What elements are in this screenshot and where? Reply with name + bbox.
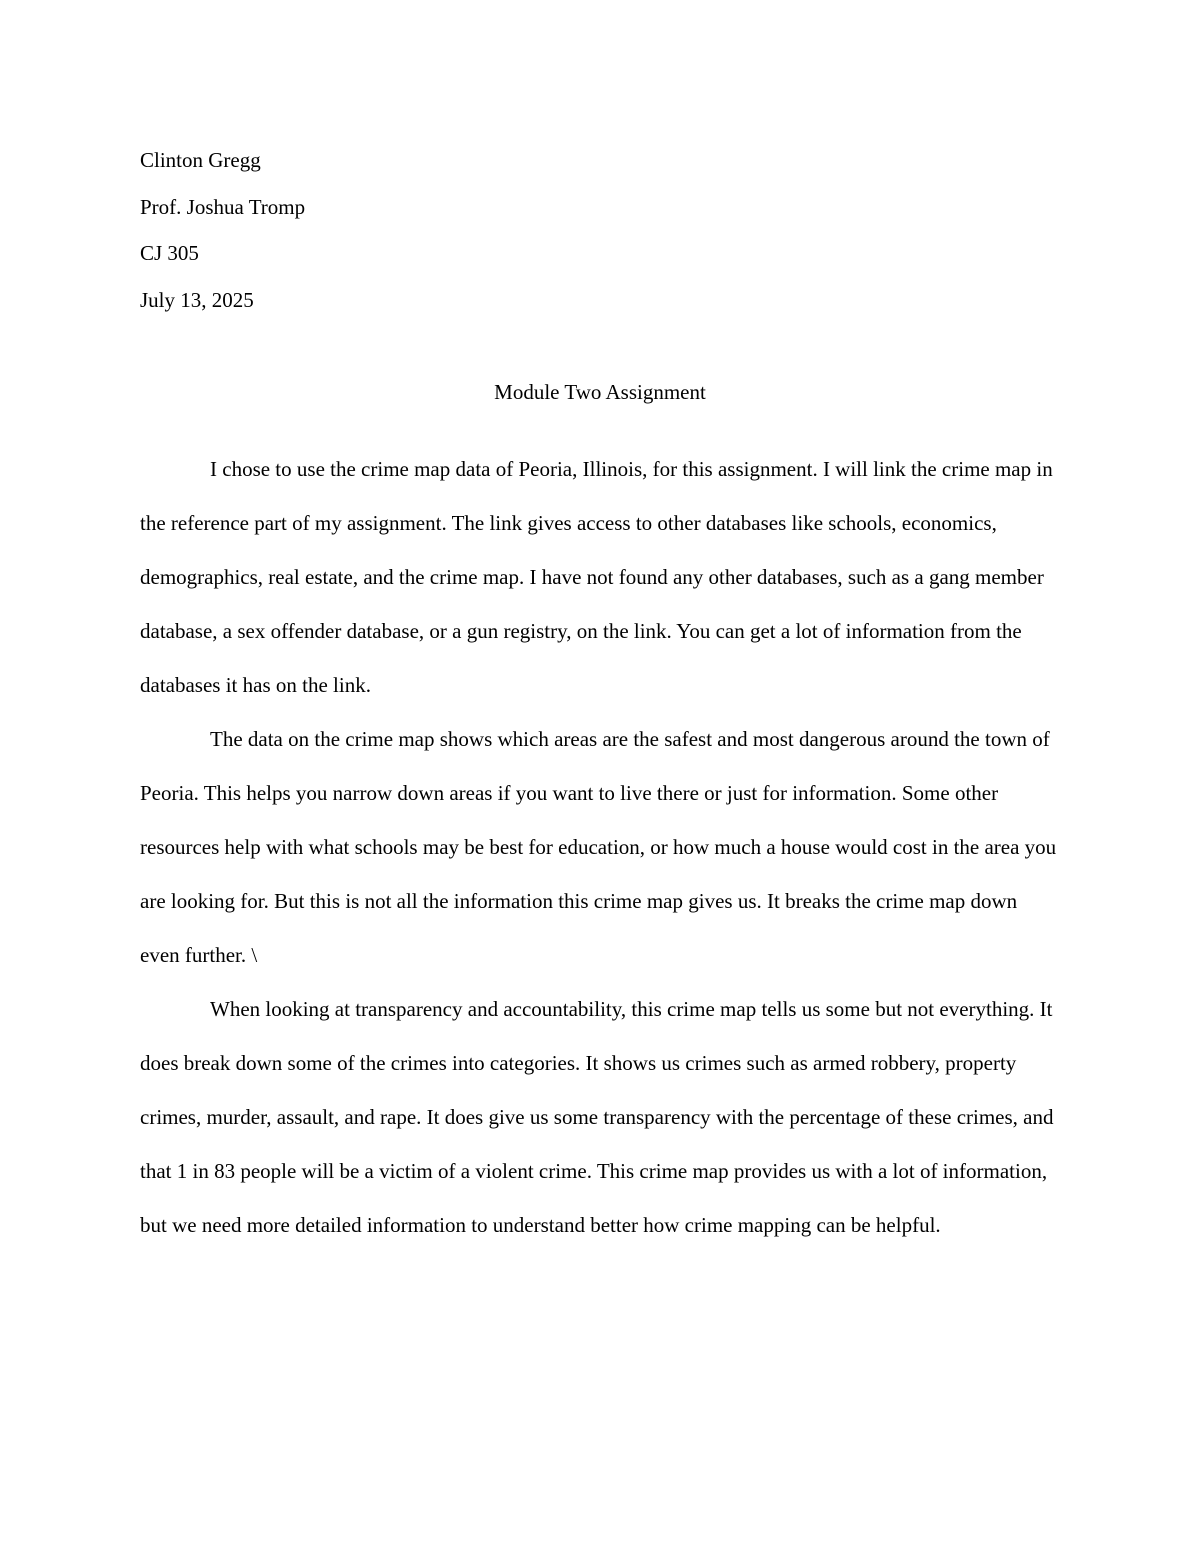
paragraph-2: The data on the crime map shows which areas are the safest and most dangerous around the town of Peoria. This helps you narrow down areas if you want to live there or just for information. Some other resources help with what schools may be best for education, or how much a house would cost in the area you are looking for. But this is not all the information this crime map gives us. It breaks the crime map down even further. \ <box>140 727 1057 967</box>
professor-name: Prof. Joshua Tromp <box>140 194 306 219</box>
document-date: July 13, 2025 <box>140 287 254 312</box>
document-title: Module Two Assignment <box>494 380 706 404</box>
course-code: CJ 305 <box>140 241 199 265</box>
student-name: Clinton Gregg <box>140 148 261 172</box>
paragraph-3: When looking at transparency and accountability, this crime map tells us some but not everything. It does break down some of the crimes into categories. It shows us crimes such as armed robbery, property crimes, murder, assault, and rape. It does give us some transparency with the percentage of these crimes, and that 1 in 83 people will be a victim of a violent crime. This crime map provides us with a lot of information, but we need more detailed information to understand better how crime mapping can be helpful. <box>140 997 1054 1237</box>
paragraph-1: I chose to use the crime map data of Peoria, Illinois, for this assignment. I will link the crime map in the reference part of my assignment. The link gives access to other databases like schools, economics, demographics, real estate, and the crime map. I have not found any other databases, such as a gang member database, a sex offender database, or a gun registry, on the link. You can get a lot of information from the databases it has on the link. <box>140 457 1053 697</box>
paragraphs <box>140 442 1060 1252</box>
document-body <box>140 137 1060 1252</box>
